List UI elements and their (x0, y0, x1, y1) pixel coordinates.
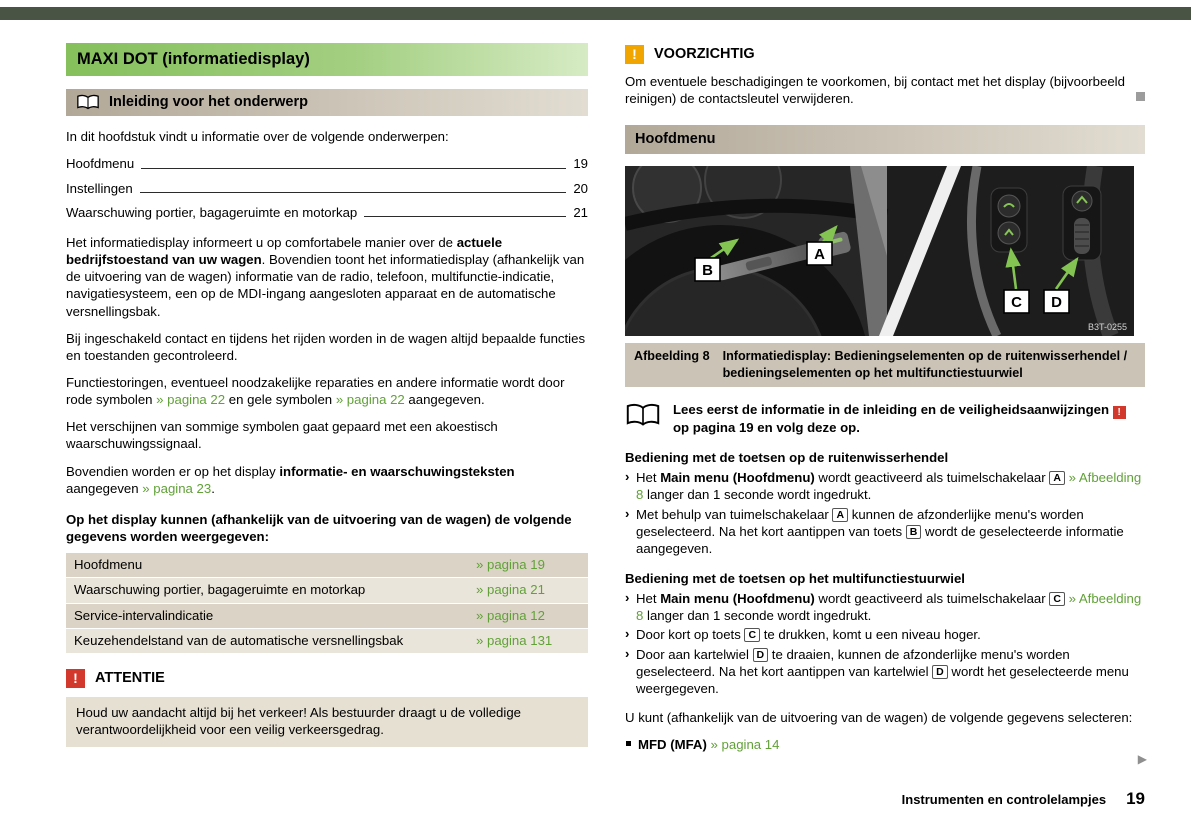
inline-warning-icon: ! (1113, 406, 1126, 419)
continuation-arrow-icon: ▶ (1137, 752, 1147, 766)
intro-section-header (66, 89, 588, 116)
control-key-ref: D (932, 665, 948, 679)
table-cell-label: Waarschuwing portier, bagageruimte en motorkap (74, 582, 366, 598)
caution-header (625, 45, 1145, 64)
attention-box (66, 669, 588, 747)
footer-page-number: 19 (1126, 788, 1145, 808)
table-row (66, 553, 588, 577)
svg-text:B: B (702, 262, 713, 280)
table-cell-label: Keuzehendelstand van de automatische versnellingsbak (74, 632, 404, 648)
cross-reference-link[interactable]: » pagina 23 (142, 480, 212, 496)
toc-entry-page: 21 (573, 204, 588, 220)
toc-entry-page: 19 (573, 156, 588, 172)
toc-entry[interactable] (66, 180, 588, 197)
list-item: › Het Main menu (Hoofdmenu) wordt geactiveerd als tuimelschakelaar C » Afbeelding 8 langer dan 1 seconde wordt ingedrukt. (625, 590, 1145, 624)
list-item: › Met behulp van tuimelschakelaar A kunnen de afzonderlijke menu's worden geselecteerd. Na het kort aantippen van toets B wordt de geselecteerde informatie aangegeven. (625, 506, 1145, 557)
svg-text:A: A (814, 246, 825, 264)
paragraph: Bij ingeschakeld contact en tijdens het rijden worden in de wagen altijd bepaalde functies en toestanden gecontroleerd. (66, 330, 586, 363)
cross-reference-link[interactable]: » pagina 14 (710, 737, 780, 753)
section-title: Hoofdmenu (635, 131, 716, 148)
figure-label-a (807, 242, 832, 265)
cross-reference-link[interactable]: » pagina 22 (156, 392, 226, 408)
caution-exclamation-icon: ! (625, 45, 644, 64)
paragraph: Het verschijnen van sommige symbolen gaat gepaard met een akoestisch waarschuwingssignaal. (66, 419, 498, 452)
table-row (66, 604, 588, 628)
note-text: Lees eerst de informatie in de inleiding en de veiligheidsaanwijzingen ! op pagina 19 en volg deze op. (673, 401, 1145, 436)
table-cell-page-link[interactable]: » pagina 12 (476, 607, 545, 623)
control-key-ref: D (753, 648, 769, 662)
toc-entry-label: Instellingen (66, 180, 133, 196)
footer-section-title: Instrumenten en controlelampjes (901, 791, 1107, 807)
subheading-wheel-controls: Bediening met de toetsen op het multifunctiestuurwiel (625, 570, 965, 586)
page-footer (902, 788, 1145, 810)
select-lead: U kunt (afhankelijk van de uitvoering van de wagen) de volgende gegevens selecteren: (625, 710, 1133, 726)
table-cell-page-link[interactable]: » pagina 19 (476, 557, 545, 573)
thumb-wheel (1074, 218, 1090, 254)
table-of-contents (66, 155, 588, 220)
svg-text:C: C (1011, 294, 1022, 312)
list-item: › Het Main menu (Hoofdmenu) wordt geactiveerd als tuimelschakelaar A » Afbeelding 8 langer dan 1 seconde wordt ingedrukt. (625, 469, 1145, 503)
hoofdmenu-section-header (625, 125, 1145, 154)
control-key-ref: C (744, 628, 760, 642)
toc-entry[interactable] (66, 204, 588, 221)
top-bar (0, 7, 1191, 20)
section-end-marker (1136, 92, 1145, 101)
figure-number: Afbeelding 8 (634, 349, 710, 364)
table-cell-page-link[interactable]: » pagina 131 (476, 632, 553, 648)
attention-body: Houd uw aandacht altijd bij het verkeer! Als bestuurder draagt u de volledige verantwoordelijkheid voor een veilig verkeersgedrag. (66, 697, 588, 747)
cross-reference-link[interactable]: » Afbeelding 8 (636, 470, 1142, 503)
svg-text:D: D (1051, 294, 1062, 312)
attention-title: ATTENTIE (95, 669, 165, 686)
figure-label-d (1044, 290, 1069, 313)
figure-code: B3T-0255 (1087, 322, 1127, 333)
table-row (66, 578, 588, 602)
figure-label-b (695, 258, 720, 281)
paragraph: Bovendien worden er op het display informatie- en waarschuwingsteksten aangegeven » pagina 23. (66, 463, 515, 496)
table-row (66, 629, 588, 653)
control-key-ref: A (832, 508, 848, 522)
paragraph: Functiestoringen, eventueel noodzakelijke reparaties en andere informatie wordt door rode symbolen » pagina 22 en gele symbolen » pagina 22 aangegeven. (66, 375, 565, 408)
list-item: › Door aan kartelwiel D te draaien, kunnen de afzonderlijke menu's worden geselecteerd. Na het kort aantippen van kartelwiel D wordt het geselecteerde menu weergegeven. (625, 646, 1145, 697)
intro-section-title: Inleiding voor het onderwerp (109, 94, 308, 111)
control-key-ref: C (1049, 592, 1065, 606)
figure-caption-text: Informatiedisplay: Bedieningselementen op de ruitenwisserhendel / bedieningselementen op het multifunctiestuurwiel (722, 349, 1128, 380)
figure-controls-photo (625, 166, 1134, 336)
book-icon (76, 94, 100, 111)
control-key-ref: A (1049, 471, 1065, 485)
wheel-button-pod-right (1063, 186, 1101, 260)
toc-entry[interactable] (66, 155, 588, 172)
list-item: › Door kort op toets C te drukken, komt u een niveau hoger. (625, 626, 1145, 643)
figure-label-c (1004, 290, 1029, 313)
cross-reference-link[interactable]: » Afbeelding 8 (636, 591, 1142, 624)
read-first-note (625, 401, 1145, 436)
list-item-mfd: MFD (MFA) » pagina 14 (625, 736, 1145, 753)
control-key-ref: B (906, 525, 922, 539)
toc-entry-label: Waarschuwing portier, bagageruimte en motorkap (66, 204, 358, 220)
paragraph-lead-bold: Op het display kunnen (afhankelijk van de uitvoering van de wagen) de volgende gegevens worden weergegeven: (66, 511, 572, 545)
right-column (625, 40, 1145, 753)
subheading-wiper-controls: Bediening met de toetsen op de ruitenwisserhendel (625, 450, 949, 466)
toc-leader-line (141, 168, 566, 169)
table-cell-label: Service-intervalindicatie (74, 607, 214, 623)
figure-caption (625, 343, 1145, 387)
table-cell-page-link[interactable]: » pagina 21 (476, 582, 545, 598)
caution-body: Om eventuele beschadigingen te voorkomen, bij contact met het display (bijvoorbeeld reinigen) de contactsleutel verwijderen. (625, 74, 1125, 107)
toc-entry-label: Hoofdmenu (66, 156, 135, 172)
cross-reference-link[interactable]: » pagina 22 (335, 392, 405, 408)
content-columns (66, 40, 1145, 753)
paragraph: Het informatiedisplay informeert u op comfortabele manier over de actuele bedrijfstoestand van uw wagen. Bovendien toont het informatiedisplay (afhankelijk van de uitvoering van de wagen) informatie van de radio, telefoon, multifunctie-indicatie, navigatiesysteem, een op de MDI-ingang aangesloten apparaat en de automatische versnellingsbak. (66, 234, 585, 319)
attention-header (66, 669, 588, 688)
book-icon (625, 403, 661, 428)
display-items-table (66, 553, 588, 653)
toc-leader-line (140, 192, 567, 193)
warning-exclamation-icon: ! (66, 669, 85, 688)
chapter-title: MAXI DOT (informatiedisplay) (66, 43, 588, 76)
wheel-button-pod-left (991, 188, 1027, 252)
left-column (66, 40, 588, 747)
toc-entry-page: 20 (573, 180, 588, 196)
table-cell-label: Hoofdmenu (74, 557, 143, 573)
toc-leader-line (364, 216, 566, 217)
caution-title: VOORZICHTIG (654, 46, 755, 63)
intro-lead: In dit hoofdstuk vindt u informatie over de volgende onderwerpen: (66, 129, 449, 145)
